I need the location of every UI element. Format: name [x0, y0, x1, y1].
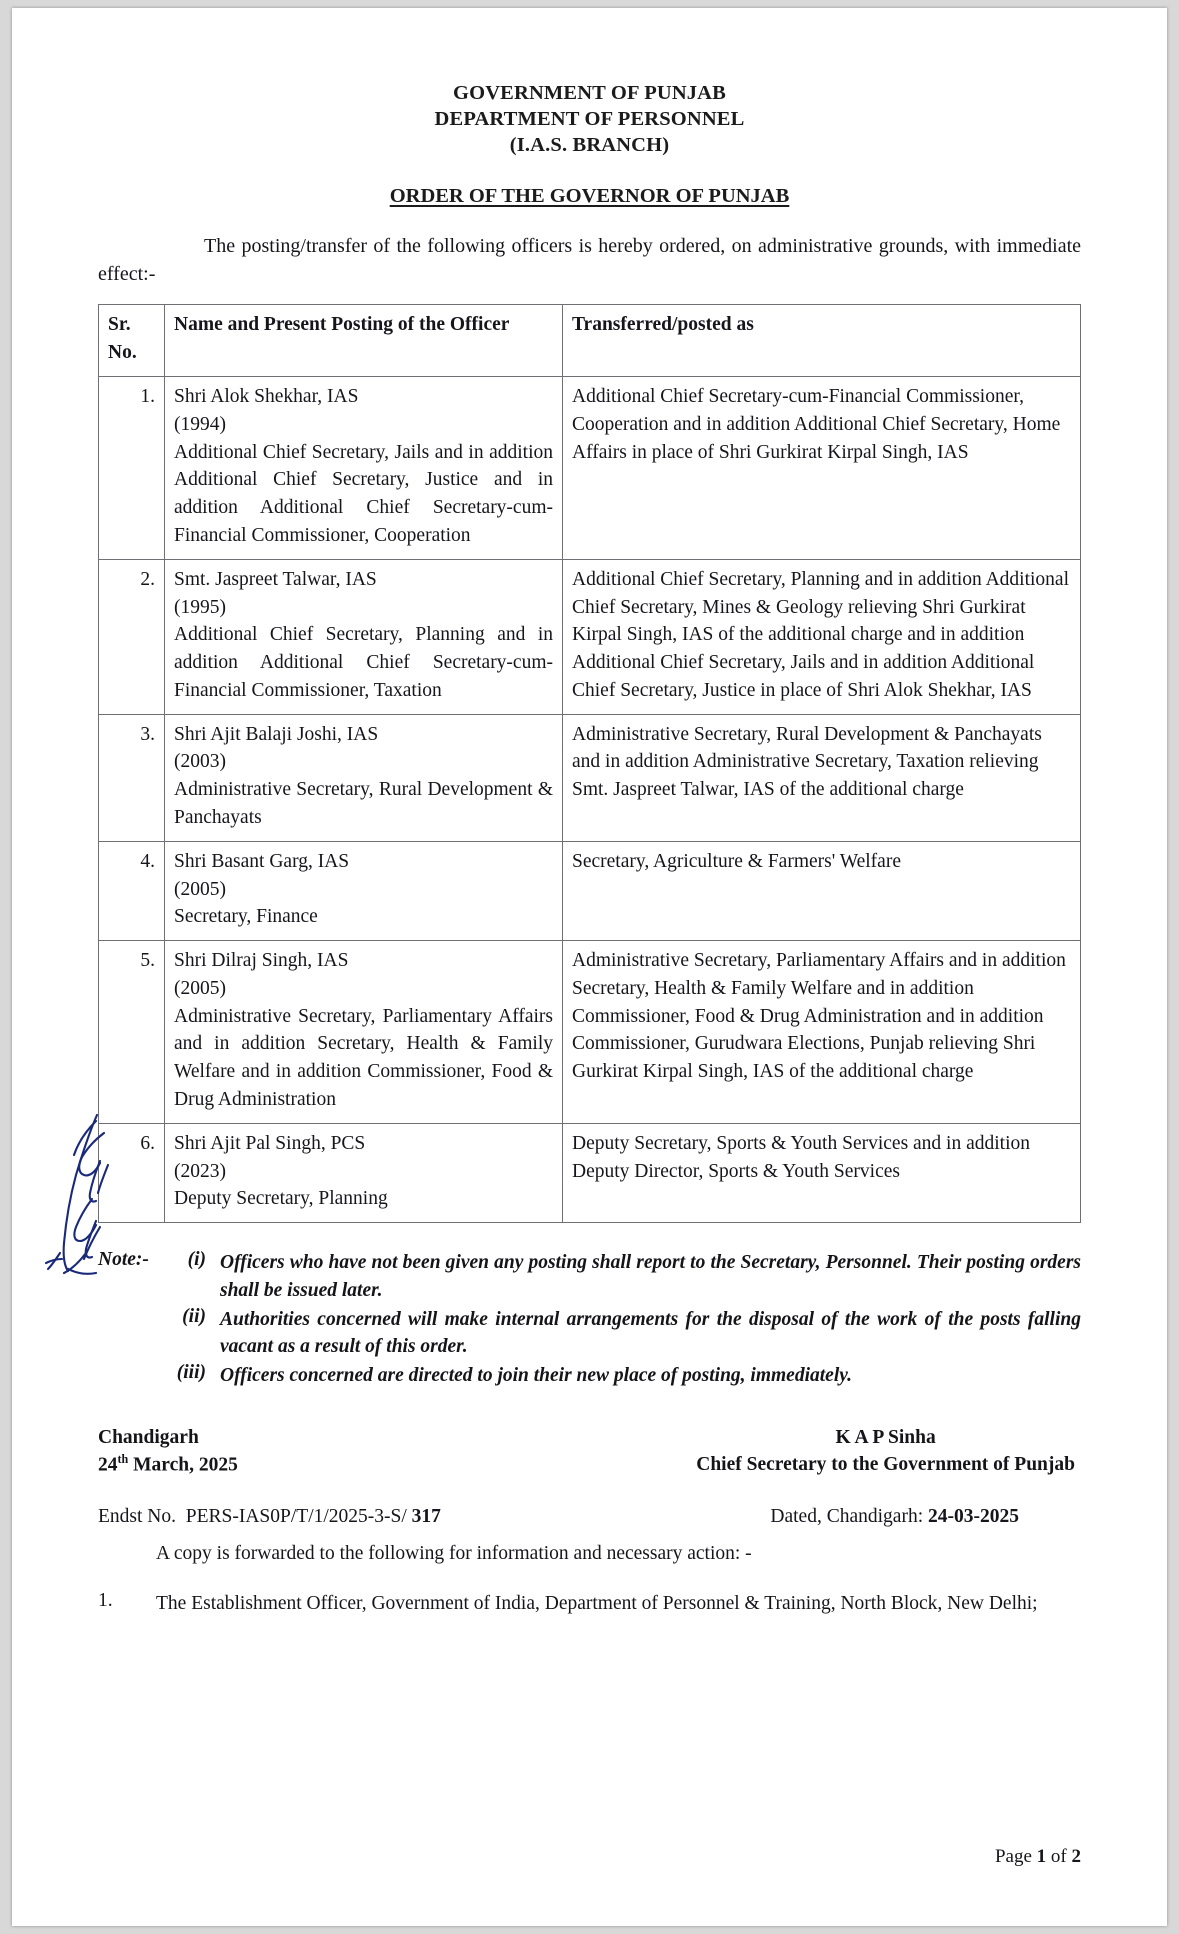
column-header-sr-no [99, 305, 165, 377]
row-officer-details [165, 559, 563, 714]
table-row [99, 1123, 1081, 1222]
transferred-posting-text: Administrative Secretary, Parliamentary Affairs and in addition Secretary, Health & Family Welfare and in addition Commissioner, Food & Drug Administration and in addition Commissioner, Gurudwara Elections, Punjab relieving Shri Gurkirat Kirpal Singh, IAS of the additional charge [572, 950, 1066, 1083]
row-officer-details [165, 714, 563, 841]
document-page [12, 8, 1167, 1926]
endorsement-dated-label: Dated, Chandigarh: [770, 1506, 924, 1528]
officer-name: Shri Alok Shekhar, IAS [174, 386, 359, 408]
note-item [98, 1249, 1081, 1304]
officer-name: Smt. Jaspreet Talwar, IAS [174, 568, 377, 590]
list-item [98, 1590, 1081, 1618]
notes-label: Note:- [98, 1249, 149, 1271]
endorsement-number: PERS-IAS0P/T/1/2025-3-S/ [185, 1506, 407, 1528]
transferred-posting-text: Additional Chief Secretary-cum-Financial Commissioner, Cooperation and in addition Additional Chief Secretary, Home Affairs in place of Shri Gurkirat Kirpal Singh, IAS [572, 386, 1061, 463]
page-footer [995, 1846, 1081, 1868]
endorsement-section [98, 1503, 1081, 1568]
column-header-transferred-text: Transferred/posted as [572, 314, 754, 336]
officer-present-posting: Deputy Secretary, Planning [174, 1188, 388, 1210]
officer-present-posting: Administrative Secretary, Rural Development & Panchayats [174, 779, 553, 828]
officers-table [98, 304, 1081, 1223]
row-sr-number: 6. [99, 1123, 165, 1222]
officer-batch-year: (2023) [174, 1160, 226, 1182]
signature-right [696, 1424, 1081, 1480]
row-transferred-posting [563, 941, 1081, 1124]
note-text: Authorities concerned will make internal arrangements for the disposal of the work of the posts falling vacant as a result of this order. [220, 1308, 1081, 1358]
endorsement-date-block [770, 1503, 1081, 1531]
signature-date-suffix: th [117, 1452, 129, 1467]
column-header-name-text: Name and Present Posting of the Officer [174, 314, 510, 336]
note-number: (iii) [176, 1361, 206, 1383]
column-header-sr-line2: No. [108, 342, 137, 364]
endorsement-number-serial: 317 [411, 1506, 441, 1528]
row-sr-number: 3. [99, 714, 165, 841]
signatory-designation: Chief Secretary to the Government of Punjab [696, 1454, 1075, 1476]
table-row [99, 559, 1081, 714]
row-sr-number: 2. [99, 559, 165, 714]
note-number: (i) [187, 1249, 206, 1271]
officer-name: Shri Dilraj Singh, IAS [174, 950, 349, 972]
table-row [99, 941, 1081, 1124]
row-transferred-posting [563, 714, 1081, 841]
row-officer-details [165, 377, 563, 560]
officer-batch-year: (1995) [174, 596, 226, 618]
officer-batch-year: (2003) [174, 751, 226, 773]
row-sr-number: 1. [99, 377, 165, 560]
page-footer-total: 2 [1071, 1846, 1081, 1867]
row-officer-details [165, 1123, 563, 1222]
officer-present-posting: Secretary, Finance [174, 906, 318, 928]
document-sheet [12, 8, 1167, 1926]
endorsement-copy-line: A copy is forwarded to the following for information and necessary action: - [156, 1542, 752, 1564]
signature-left [98, 1424, 238, 1480]
order-title: ORDER OF THE GOVERNOR OF PUNJAB [389, 184, 790, 207]
document-header [12, 8, 1167, 159]
row-transferred-posting [563, 841, 1081, 940]
header-branch-line: (I.A.S. BRANCH) [509, 134, 670, 157]
forwarded-list [98, 1590, 1081, 1618]
row-officer-details [165, 941, 563, 1124]
note-item [98, 1306, 1081, 1361]
transferred-posting-text: Deputy Secretary, Sports & Youth Services and in addition Deputy Director, Sports & Youth Services [572, 1132, 1031, 1182]
note-text: Officers who have not been given any posting shall report to the Secretary, Personnel. Their posting orders shall be issued later. [220, 1252, 1081, 1301]
signature-date-rest: March, 2025 [128, 1454, 238, 1476]
officer-batch-year: (2005) [174, 977, 226, 999]
row-transferred-posting [563, 1123, 1081, 1222]
signature-date-day: 24 [98, 1454, 118, 1476]
row-transferred-posting [563, 559, 1081, 714]
forwarded-item-number: 1. [98, 1589, 113, 1611]
intro-paragraph [98, 232, 1081, 289]
signature-date [98, 1451, 238, 1479]
row-transferred-posting [563, 377, 1081, 560]
table-header-row [99, 305, 1081, 377]
notes-section [98, 1249, 1081, 1389]
officer-present-posting: Administrative Secretary, Parliamentary Affairs and in addition Secretary, Health & Family Welfare and in addition Commissioner, Food & Drug Administration [174, 1005, 553, 1111]
note-text: Officers concerned are directed to join their new place of posting, immediately. [220, 1364, 853, 1386]
officer-present-posting: Additional Chief Secretary, Planning and in addition Additional Chief Secretary-cum-Financial Commissioner, Taxation [174, 624, 553, 701]
signature-place: Chandigarh [98, 1426, 199, 1448]
officers-table-wrapper [98, 304, 1081, 1223]
officer-name: Shri Basant Garg, IAS [174, 850, 350, 872]
endorsement-row [98, 1503, 1081, 1531]
column-header-name-present-posting [165, 305, 563, 377]
endorsement-dated-value: 24-03-2025 [928, 1506, 1019, 1528]
page-footer-middle: of [1046, 1846, 1072, 1867]
table-row [99, 841, 1081, 940]
table-row [99, 377, 1081, 560]
officer-name: Shri Ajit Balaji Joshi, IAS [174, 723, 379, 745]
page-footer-current: 1 [1036, 1846, 1047, 1867]
endorsement-label: Endst No. [98, 1506, 176, 1528]
note-number: (ii) [182, 1305, 206, 1327]
column-header-sr-line1: Sr. [108, 314, 131, 336]
row-sr-number: 4. [99, 841, 165, 940]
officer-batch-year: (1994) [174, 413, 226, 435]
endorsement-number-block [98, 1503, 441, 1531]
page-footer-prefix: Page [994, 1846, 1037, 1867]
transferred-posting-text: Secretary, Agriculture & Farmers' Welfare [572, 850, 901, 872]
table-body [99, 377, 1081, 1223]
intro-text: The posting/transfer of the following officers is hereby ordered, on administrative grounds, with immediate effect:- [98, 234, 1081, 286]
header-department-line: DEPARTMENT OF PERSONNEL [434, 108, 745, 131]
signatory-name: K A P Sinha [835, 1426, 936, 1448]
officer-batch-year: (2005) [174, 878, 226, 900]
table-head [99, 305, 1081, 377]
row-sr-number: 5. [99, 941, 165, 1124]
transferred-posting-text: Additional Chief Secretary, Planning and in addition Additional Chief Secretary, Mines & Geology relieving Shri Gurkirat Kirpal Singh, IAS of the additional charge and in addition Additional Chief Secretary, Jails and in addition Additional Chief Secretary, Justice in place of Shri Alok Shekhar, IAS [572, 568, 1069, 701]
row-officer-details [165, 841, 563, 940]
officer-present-posting: Additional Chief Secretary, Jails and in addition Additional Chief Secretary, Justice and in addition Additional Chief Secretary-cum-Financial Commissioner, Cooperation [174, 441, 553, 546]
signature-block [98, 1424, 1081, 1480]
forwarded-item-text: The Establishment Officer, Government of India, Department of Personnel & Training, North Block, New Delhi; [156, 1592, 1038, 1614]
column-header-transferred-posted-as [563, 305, 1081, 377]
header-government-line: GOVERNMENT OF PUNJAB [453, 82, 726, 104]
officer-name: Shri Ajit Pal Singh, PCS [174, 1132, 366, 1154]
table-row [99, 714, 1081, 841]
transferred-posting-text: Administrative Secretary, Rural Development & Panchayats and in addition Administrative Secretary, Taxation relieving Smt. Jaspreet Talwar, IAS of the additional charge [572, 723, 1042, 801]
note-item [98, 1362, 1081, 1390]
